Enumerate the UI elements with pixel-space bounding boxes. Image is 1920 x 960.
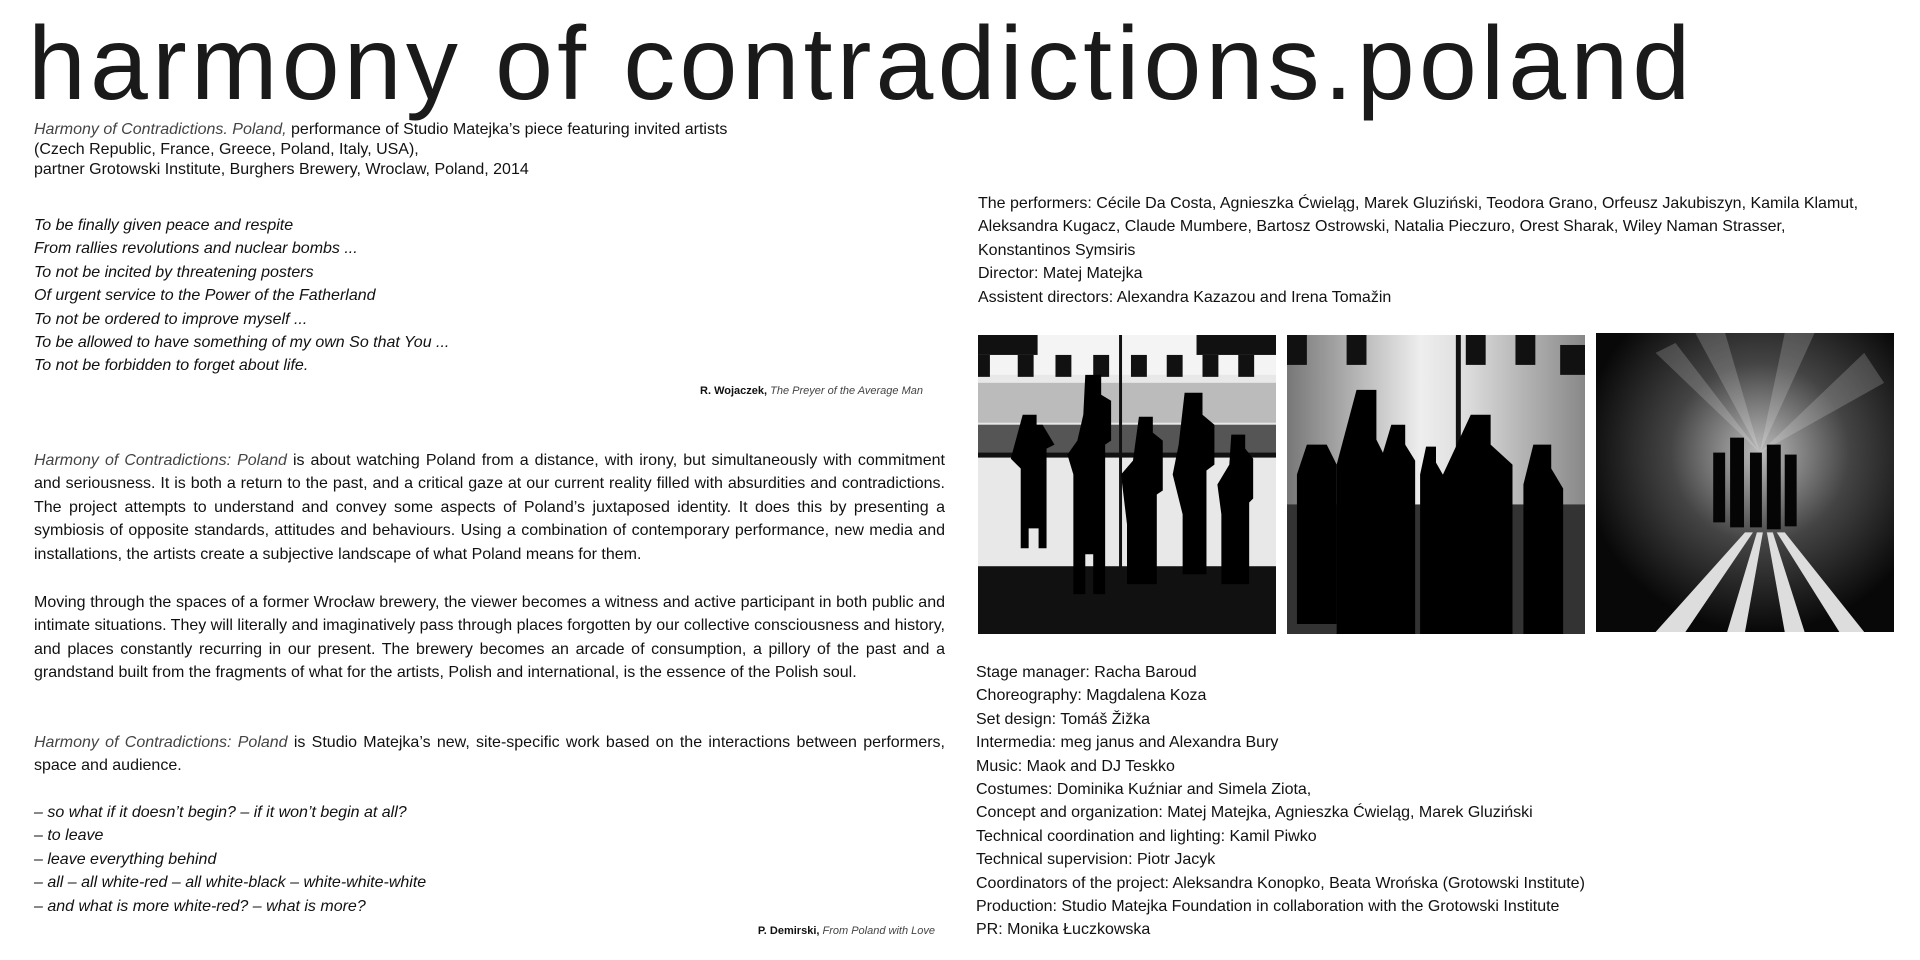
assistant-directors-line: Assistent directors: Alexandra Kazazou and Irena Tomažin	[978, 288, 1392, 306]
paragraph-lead: Harmony of Contradictions: Poland	[34, 452, 287, 469]
credit-line: Production: Studio Matejka Foundation in collaboration with the Grotowski Institute	[976, 898, 1560, 916]
paragraph-text: is Studio Matejka’s new, site-specific work based on the interactions between performers, space and audience.	[34, 734, 946, 775]
poem-line: – and what is more white-red? – what is more?	[34, 897, 366, 915]
credit-line: PR: Monika Łuczkowska	[976, 921, 1151, 939]
credit-line: Intermedia: meg janus and Alexandra Bury	[976, 734, 1279, 752]
credit-line: Coordinators of the project: Aleksandra Konopko, Beata Wrońska (Grotowski Institute)	[976, 874, 1585, 892]
poem-line: To be finally given peace and respite	[34, 217, 294, 234]
performers-line: Konstantinos Symsiris	[978, 241, 1136, 259]
credit-line: Choreography: Magdalena Koza	[976, 687, 1207, 705]
poem-wojaczek	[34, 214, 449, 378]
credits-list	[976, 661, 1585, 942]
poem-line: To not be ordered to improve myself ...	[34, 310, 308, 328]
credit-line: Technical coordination and lighting: Kamil Piwko	[976, 827, 1317, 845]
work-title: Harmony of Contradictions. Poland,	[34, 121, 287, 138]
poem-demirski	[34, 801, 426, 918]
description-paragraph	[34, 591, 945, 685]
poem-attribution	[700, 385, 923, 397]
poem-line: To be allowed to have something of my own So that You ...	[34, 334, 450, 352]
performance-photo-1	[978, 335, 1276, 634]
performance-photo-2	[1287, 335, 1585, 634]
poem-line: – to leave	[34, 827, 104, 845]
intro-line-1-text: performance of Studio Matejka’s piece featuring invited artists	[286, 121, 728, 138]
paragraph-lead: Harmony of Contradictions: Poland	[34, 734, 288, 751]
performers-block	[978, 192, 1898, 309]
poem-line: From rallies revolutions and nuclear bombs ...	[34, 240, 358, 258]
credit-line: Concept and organization: Matej Matejka, Agnieszka Ćwieląg, Marek Gluziński	[976, 804, 1533, 822]
attribution-source: The Preyer of the Average Man	[770, 385, 923, 397]
poem-line: To not be forbidden to forget about life.	[34, 357, 309, 375]
poem-line: – leave everything behind	[34, 850, 217, 868]
performance-photo-3	[1596, 333, 1894, 632]
performers-line: Aleksandra Kugacz, Claude Mumbere, Bartosz Ostrowski, Natalia Pieczuro, Orest Sharak, Wiley Naman Strasser,	[978, 218, 1786, 236]
description-paragraph	[34, 449, 945, 566]
poem-line: – all – all white-red – all white-black – white-white-white	[34, 874, 427, 892]
performers-line: The performers: Cécile Da Costa, Agnieszka Ćwieląg, Marek Gluziński, Teodora Grano, Orfeusz Jakubiszyn, Kamila Klamut,	[978, 195, 1859, 212]
poem-attribution	[758, 925, 935, 937]
credit-line: Stage manager: Racha Baroud	[976, 664, 1197, 681]
description-paragraph	[34, 731, 945, 778]
paragraph-text: is about watching Poland from a distance, with irony, but simultaneously with commitment and seriousness. It is both a return to the past, and a critical gaze at our current reality filled with absurdities and contradictions. The project attempts to understand and convey some aspects of Poland’s juxtaposed identity. It does this by presenting a symbiosis of opposite standards, attitudes and behaviours. Using a combination of contemporary performance, new media and installations, the artists create a subjective landscape of what Poland means for them.	[34, 452, 946, 563]
attribution-author: R. Wojaczek,	[700, 385, 768, 397]
attribution-author: P. Demirski,	[757, 925, 820, 937]
credit-line: Music: Maok and DJ Teskko	[976, 757, 1175, 775]
paragraph-text: Moving through the spaces of a former Wrocław brewery, the viewer becomes a witness and active participant in both public and intimate situations. They will literally and imaginatively pass through places forgotten by our collective consciousness and history, and places constantly recurring in our present. The brewery becomes an arcade of consumption, a pillory of the past and a grandstand built from the fragments of what for the artists, Polish and international, is the essence of the Polish soul.	[34, 594, 945, 682]
attribution-source: From Poland with Love	[822, 925, 935, 937]
poem-line: To not be incited by threatening posters	[34, 263, 314, 281]
page-title: harmony of contradictions.poland	[28, 6, 1695, 122]
poem-line: – so what if it doesn’t begin? – if it won’t begin at all?	[34, 804, 407, 821]
director-line: Director: Matej Matejka	[978, 265, 1143, 283]
intro-block	[34, 120, 727, 180]
poem-line: Of urgent service to the Power of the Fatherland	[34, 287, 376, 305]
credit-line: Costumes: Dominika Kuźniar and Simela Ziota,	[976, 781, 1312, 799]
intro-line-1	[34, 120, 727, 140]
credit-line: Set design: Tomáš Žižka	[976, 710, 1151, 728]
credit-line: Technical supervision: Piotr Jacyk	[976, 851, 1216, 869]
intro-line-2: (Czech Republic, France, Greece, Poland, Italy, USA),	[34, 141, 419, 158]
intro-line-3: partner Grotowski Institute, Burghers Brewery, Wroclaw, Poland, 2014	[34, 161, 529, 178]
